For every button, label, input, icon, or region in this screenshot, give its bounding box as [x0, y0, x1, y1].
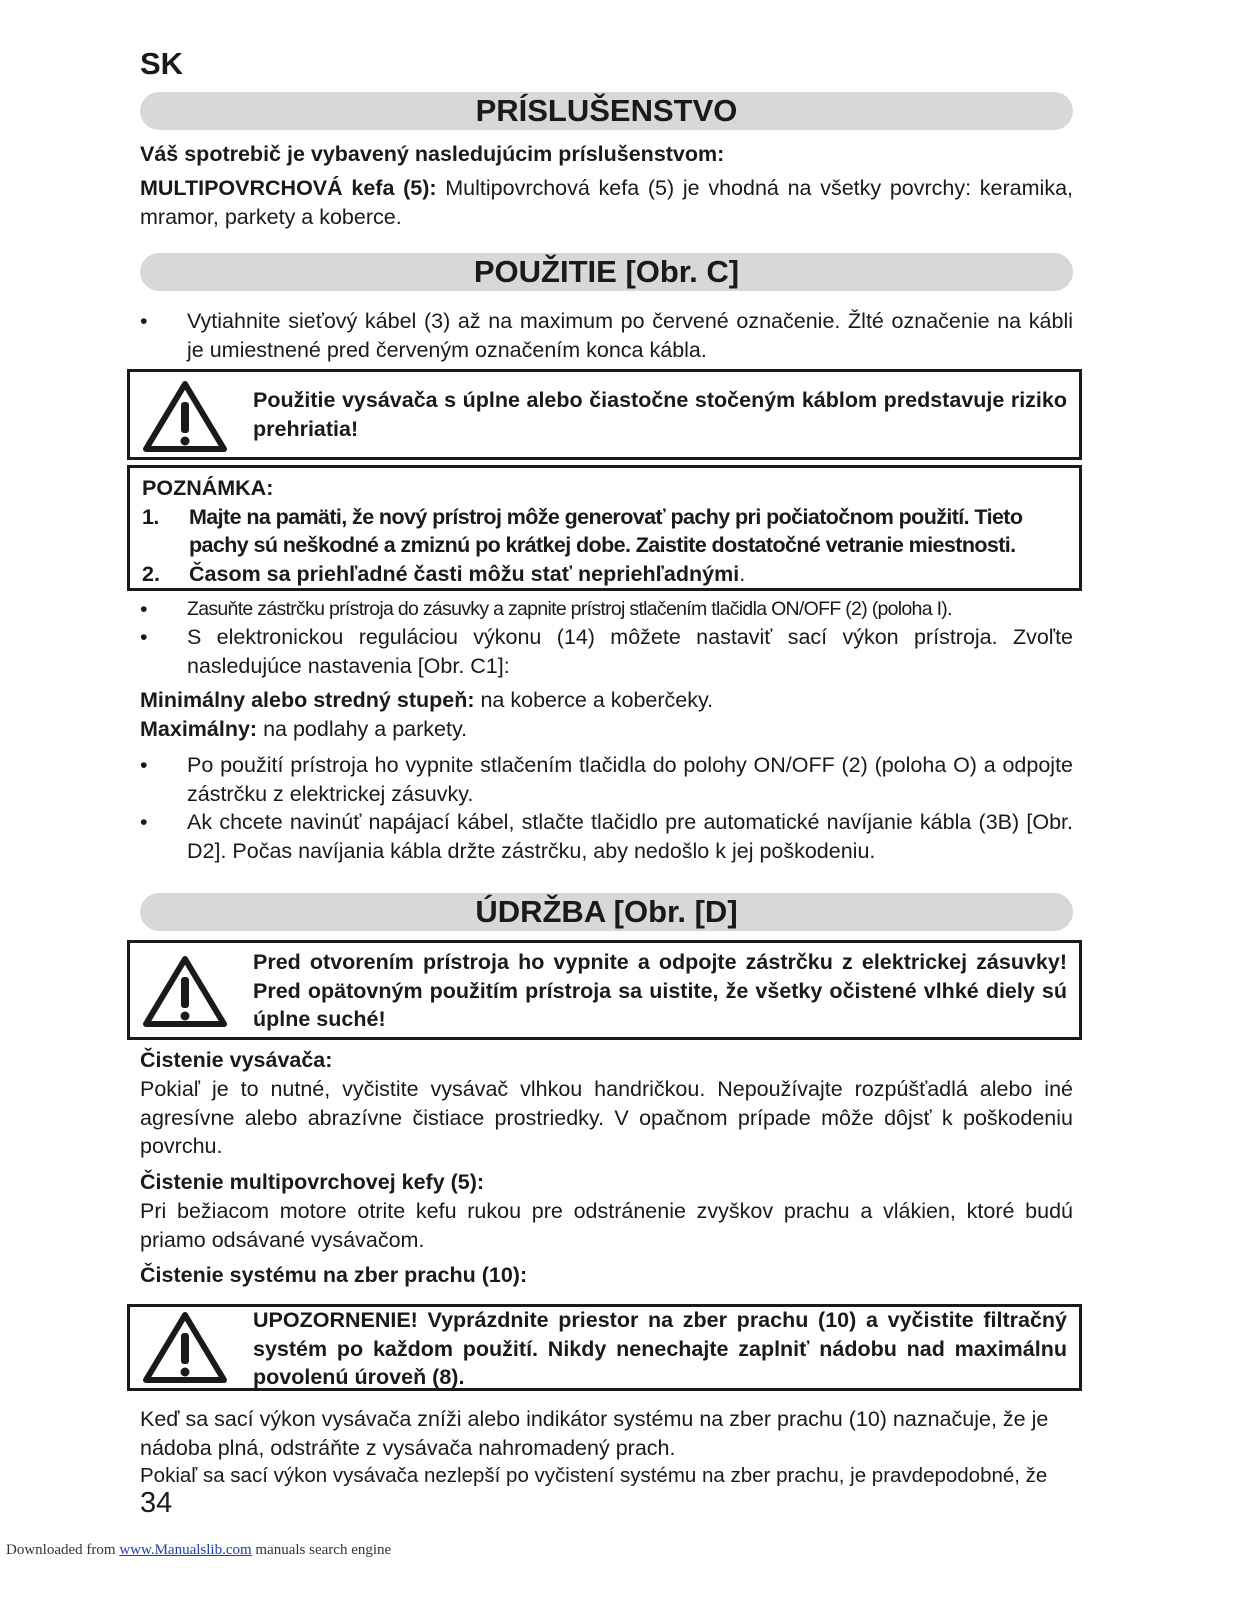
note-text: Majte na pamäti, že nový prístroj môže generovať pachy pri počiatočnom použití. Tieto pachy sú neškodné a zmiznú po krátkej dobe. Zaistite dostatočné vetranie miestnosti. — [189, 504, 1023, 558]
section-heading-use: POUŽITIE [Obr. C] — [140, 253, 1073, 291]
warning-text: Použitie vysávača s úplne alebo čiastočne stočeným káblom predstavuje riziko prehriatia! — [253, 388, 1067, 441]
min-label: Minimálny alebo stredný stupeň: — [140, 688, 475, 712]
footer-link[interactable]: www.Manualslib.com — [119, 1542, 252, 1558]
power-setting-min — [140, 686, 1073, 715]
footer — [6, 1542, 391, 1559]
warning-text: UPOZORNENIE! Vyprázdnite priestor na zber prachu (10) a vyčistite filtračný systém po každom použití. Nikdy nenechajte zaplniť nádobu nad maximálnu povolenú úroveň (8). — [253, 1308, 1067, 1390]
list-item — [140, 623, 1073, 680]
subheading-clean-dust-system: Čistenie systému na zber prachu (10): — [140, 1263, 528, 1287]
warning-triangle-icon — [140, 953, 230, 1029]
note-item — [142, 503, 1067, 560]
bullet-text: Ak chcete navinúť napájací kábel, stlačte tlačidlo pre automatické navíjanie kábla (3B) [Obr. D2]. Počas navíjania kábla držte zástrčku, aby nedošlo k jej poškodeniu. — [187, 810, 1073, 863]
list-item — [140, 307, 1073, 364]
list-item — [140, 751, 1073, 808]
min-text: na koberce a koberčeky. — [474, 688, 714, 712]
bullet-icon: • — [140, 753, 148, 777]
power-setting-max — [140, 715, 1073, 744]
paragraph-clean-brush: Pri bežiacom motore otrite kefu rukou pre odstránenie zvyškov prachu a vlákien, ktoré budú priamo odsávané vysávačom. — [140, 1199, 1073, 1252]
note-number: 2. — [142, 562, 160, 587]
bullet-text: Vytiahnite sieťový kábel (3) až na maximum po červené označenie. Žlté označenie na kábli je umiestnené pred červeným označením konca kábla. — [187, 309, 1073, 362]
paragraph-dust-1: Keď sa sací výkon vysávača zníži alebo indikátor systému na zber prachu (10) naznačuje, že je nádoba plná, odstráňte z vysávača nahromadený prach. — [140, 1407, 1049, 1460]
max-text: na podlahy a parkety. — [257, 717, 468, 741]
warning-triangle-icon — [140, 378, 230, 454]
note-item — [142, 560, 1067, 589]
bullet-icon: • — [140, 309, 148, 333]
language-code: SK — [140, 46, 184, 81]
accessories-intro: Váš spotrebič je vybavený nasledujúcim príslušenstvom: — [140, 142, 725, 166]
brush-text: Multipovrchová kefa (5) je vhodná na všetky povrchy: keramika, mramor, parkety a koberce. — [140, 176, 1073, 229]
section-heading-accessories: PRÍSLUŠENSTVO — [140, 92, 1073, 130]
list-item — [140, 595, 1073, 624]
bullet-icon: • — [140, 597, 148, 621]
bullet-icon: • — [140, 625, 148, 649]
note-text-end: . — [739, 562, 746, 587]
note-title: POZNÁMKA: — [142, 476, 274, 500]
warning-box — [127, 940, 1082, 1040]
note-text: Časom sa priehľadné časti môžu stať nepriehľadnými — [189, 562, 740, 587]
warning-box — [127, 1304, 1082, 1391]
bullet-text: S elektronickou reguláciou výkonu (14) môžete nastaviť sací výkon prístroja. Zvoľte nasledujúce nastavenia [Obr. C1]: — [187, 625, 1073, 678]
subheading-clean-vacuum: Čistenie vysávača: — [140, 1048, 333, 1072]
max-label: Maximálny: — [140, 717, 258, 741]
warning-box — [127, 369, 1082, 460]
footer-prefix: Downloaded from — [6, 1542, 120, 1558]
note-box — [127, 465, 1082, 591]
list-item — [140, 808, 1073, 865]
section-heading-maintenance: ÚDRŽBA [Obr. [D] — [140, 893, 1073, 931]
accessories-brush-paragraph — [140, 174, 1073, 231]
warning-text: Pred otvorením prístroja ho vypnite a odpojte zástrčku z elektrickej zásuvky! Pred opätovným použitím prístroja sa uistite, že všetky očistené vlhké diely sú úplne suché! — [253, 950, 1067, 1032]
warning-triangle-icon — [140, 1309, 230, 1385]
paragraph-dust-2: Pokiaľ sa sací výkon vysávača nezlepší po vyčistení systému na zber prachu, je pravdepodobné, že — [140, 1464, 1048, 1487]
page-number: 34 — [140, 1487, 173, 1519]
paragraph-clean-vacuum: Pokiaľ je to nutné, vyčistite vysávač vlhkou handričkou. Nepoužívajte rozpúšťadlá alebo iné agresívne alebo abrazívne čistiace prostriedky. V opačnom prípade môže dôjsť k poškodeniu povrchu. — [140, 1077, 1073, 1159]
bullet-text: Zasuňte zástrčku prístroja do zásuvky a zapnite prístroj stlačením tlačidla ON/OFF (2) (poloha I). — [187, 598, 952, 620]
footer-suffix: manuals search engine — [251, 1542, 392, 1558]
bullet-text: Po použití prístroja ho vypnite stlačením tlačidla do polohy ON/OFF (2) (poloha O) a odpojte zástrčku z elektrickej zásuvky. — [187, 753, 1073, 806]
subheading-clean-brush: Čistenie multipovrchovej kefy (5): — [140, 1170, 485, 1194]
note-number: 1. — [142, 504, 159, 529]
bullet-icon: • — [140, 810, 148, 834]
brush-label: MULTIPOVRCHOVÁ kefa (5): — [140, 176, 437, 200]
